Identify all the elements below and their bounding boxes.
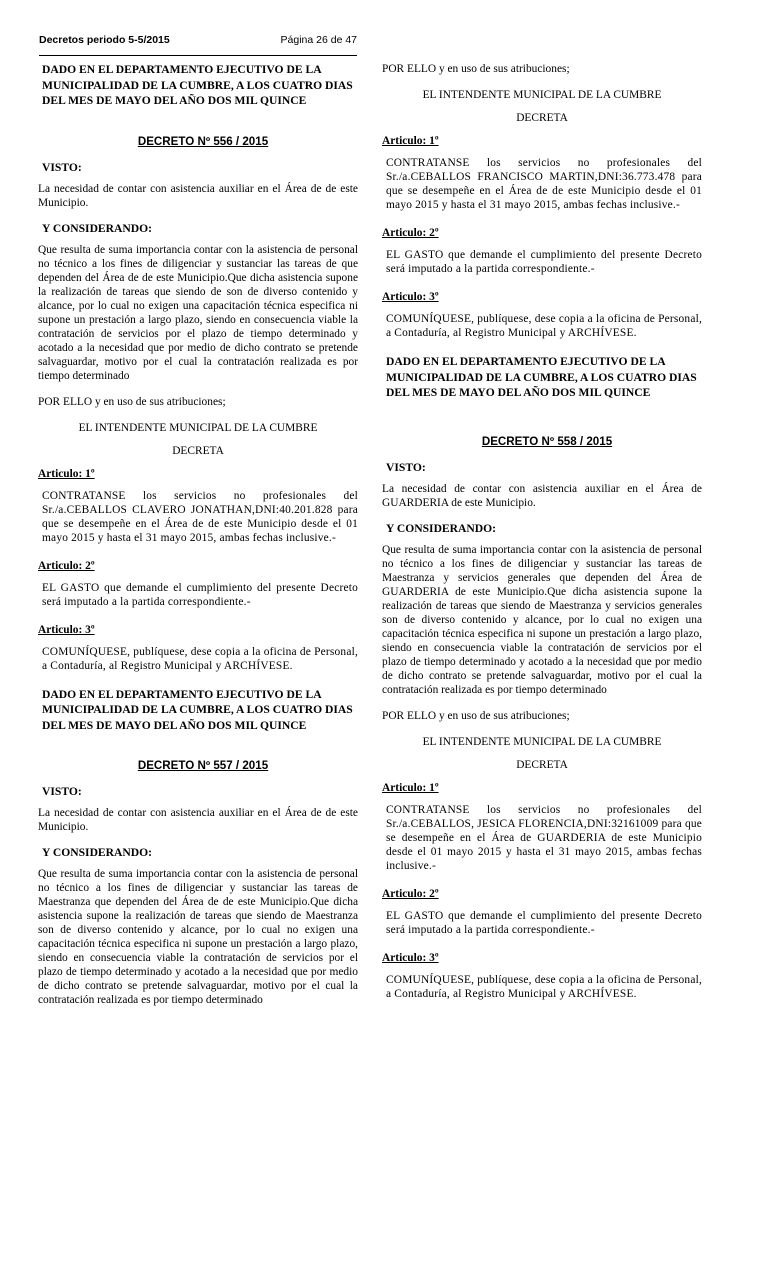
considerando-text: Que resulta de suma importancia contar con la asistencia de personal no técnico a los fines de diligenciar y sustanciar las tareas de que dependen del Área de de este Municipio.Que dicha asistencia supone la realización de tareas que siendo de son de diverso contenido y alcance, por lo cual no exigen una capacitación técnica especifica ni supone un prestación a largo plazo, siendo en consecuencia viable la contratación de servicios por el plazo de tiempo determinado y acotado a la necesidad que por medio de dicho contrato se pretende salvaguardar, motivo por el cual la contratación realizada es por tiempo determinado	[38, 243, 358, 382]
visto-text: La necesidad de contar con asistencia auxiliar en el Área de de este Municipio.	[38, 182, 358, 209]
dado-closing: DADO EN EL DEPARTAMENTO EJECUTIVO DE LA MUNICIPALIDAD DE LA CUMBRE, A LOS CUATRO DIAS DEL MES DE MAYO DEL AÑO DOS MIL QUINCE	[42, 63, 353, 107]
visto-heading: VISTO:	[42, 785, 82, 798]
decreta-text: DECRETA	[172, 444, 224, 457]
left-column	[38, 62, 358, 1019]
page-header	[39, 34, 357, 56]
article-3-text: COMUNÍQUESE, publíquese, dese copia a la oficina de Personal, a Contaduría, al Registro Municipal y ARCHÍVESE.	[42, 645, 358, 672]
considerando-heading: Y CONSIDERANDO:	[42, 221, 153, 235]
article-1-label: Articulo: 1º	[382, 135, 439, 147]
intendente-text: EL INTENDENTE MUNICIPAL DE LA CUMBRE	[422, 735, 662, 748]
por-ello-text: POR ELLO y en uso de sus atribuciones;	[382, 63, 570, 75]
intendente-text: EL INTENDENTE MUNICIPAL DE LA CUMBRE	[422, 89, 662, 101]
visto-text: La necesidad de contar con asistencia auxiliar en el Área de de este Municipio.	[38, 807, 358, 833]
por-ello-text: POR ELLO y en uso de sus atribuciones;	[38, 395, 226, 408]
article-3-text: COMUNÍQUESE, publíquese, dese copia a la oficina de Personal, a Contaduría, al Registro Municipal y ARCHÍVESE.	[386, 313, 702, 339]
article-1-text: CONTRATANSE los servicios no profesionales del Sr./a.CEBALLOS, JESICA FLORENCIA,DNI:32161009 para que se desempeñe en el Área de GUARDERIA de este Municipio desde el 01 mayo 2015 y hasta el 31 mayo 2015, ambas fechas inclusive.-	[386, 803, 702, 872]
article-2-label: Articulo: 2º	[38, 559, 95, 572]
article-1-text: CONTRATANSE los servicios no profesionales del Sr./a.CEBALLOS FRANCISCO MARTIN,DNI:36.773.478 para que se desempeñe en el Área de de este Municipio desde el 01 mayo 2015 y hasta el 31 mayo 2015, ambas fechas inclusive.-	[386, 157, 702, 211]
considerando-text: Que resulta de suma importancia contar con la asistencia de personal no técnico a los fines de diligenciar y sustanciar las tareas de Maestranza que dependen del Área de de este Municipio.Que dicha asistencia supone la realización de tareas que siendo de Maestranza son de diverso contenido y alcance, por lo cual no exigen una capacitación técnica especifica ni supone un prestación a largo plazo, siendo en consecuencia viable la contratación de servicios por el plazo de tiempo determinado y acotado a la necesidad que por medio de dicho contrato se pretende salvaguardar, motivo por el cual la contratación realizada es por tiempo determinado	[38, 868, 358, 1006]
visto-heading: VISTO:	[386, 460, 426, 474]
visto-heading: VISTO:	[42, 160, 82, 174]
intendente-text: EL INTENDENTE MUNICIPAL DE LA CUMBRE	[78, 421, 318, 434]
considerando-heading: Y CONSIDERANDO:	[386, 521, 497, 535]
article-1-label: Articulo: 1º	[382, 781, 439, 794]
article-3-label: Articulo: 3º	[38, 623, 95, 636]
dado-closing: DADO EN EL DEPARTAMENTO EJECUTIVO DE LA MUNICIPALIDAD DE LA CUMBRE, A LOS CUATRO DIAS DEL MES DE MAYO DEL AÑO DOS MIL QUINCE	[386, 355, 697, 399]
decreta-text: DECRETA	[516, 758, 568, 771]
article-2-label: Articulo: 2º	[382, 227, 439, 239]
article-3-label: Articulo: 3º	[382, 951, 439, 964]
por-ello-text: POR ELLO y en uso de sus atribuciones;	[382, 709, 570, 722]
article-2-text: EL GASTO que demande el cumplimiento del presente Decreto será imputado a la partida correspondiente.-	[42, 581, 358, 608]
article-2-label: Articulo: 2º	[382, 887, 439, 900]
article-1-text: CONTRATANSE los servicios no profesionales del Sr./a.CEBALLOS CLAVERO JONATHAN,DNI:40.201.828 para que se desempeñe en el Área de de este Municipio desde el 01 mayo 2015 y hasta el 31 mayo 2015, ambas fechas inclusive.-	[42, 489, 358, 544]
header-title: Decretos periodo 5-5/2015	[39, 34, 170, 46]
visto-text: La necesidad de contar con asistencia auxiliar en el Área de GUARDERIA de este Municipio.	[382, 482, 702, 509]
considerando-text: Que resulta de suma importancia contar con la asistencia de personal no técnico a los fines de diligenciar y sustanciar las tareas de Maestranza y servicios generales que dependen del Área de GUARDERIA de este Municipio.Que dicha asistencia supone la realización de tareas que siendo de Maestranza y servicios generales son de diverso contenido y alcance, por lo cual no exigen una capacitación técnica especifica ni supone un prestación a largo plazo, siendo en consecuencia viable la contratación de servicios por el plazo de tiempo determinado y acotado a la necesidad que por medio de dicho contrato se pretende salvaguardar, motivo por el cual la contratación realizada es por tiempo determinado	[382, 543, 702, 696]
dado-closing: DADO EN EL DEPARTAMENTO EJECUTIVO DE LA MUNICIPALIDAD DE LA CUMBRE, A LOS CUATRO DIAS DEL MES DE MAYO DEL AÑO DOS MIL QUINCE	[42, 687, 353, 732]
article-3-label: Articulo: 3º	[382, 291, 439, 303]
right-column	[382, 62, 702, 1015]
decreta-text: DECRETA	[516, 112, 568, 124]
article-2-text: EL GASTO que demande el cumplimiento del presente Decreto será imputado a la partida correspondiente.-	[386, 249, 702, 275]
article-1-label: Articulo: 1º	[38, 467, 95, 480]
decree-title-556: DECRETO Nº 556 / 2015	[137, 134, 269, 148]
decree-title-558: DECRETO Nº 558 / 2015	[481, 434, 613, 448]
decree-title-557: DECRETO Nº 557 / 2015	[137, 759, 269, 772]
header-page-number: Página 26 de 47	[280, 34, 357, 46]
article-3-text: COMUNÍQUESE, publíquese, dese copia a la oficina de Personal, a Contaduría, al Registro Municipal y ARCHÍVESE.	[386, 973, 702, 1000]
article-2-text: EL GASTO que demande el cumplimiento del presente Decreto será imputado a la partida correspondiente.-	[386, 909, 702, 936]
considerando-heading: Y CONSIDERANDO:	[42, 846, 153, 859]
